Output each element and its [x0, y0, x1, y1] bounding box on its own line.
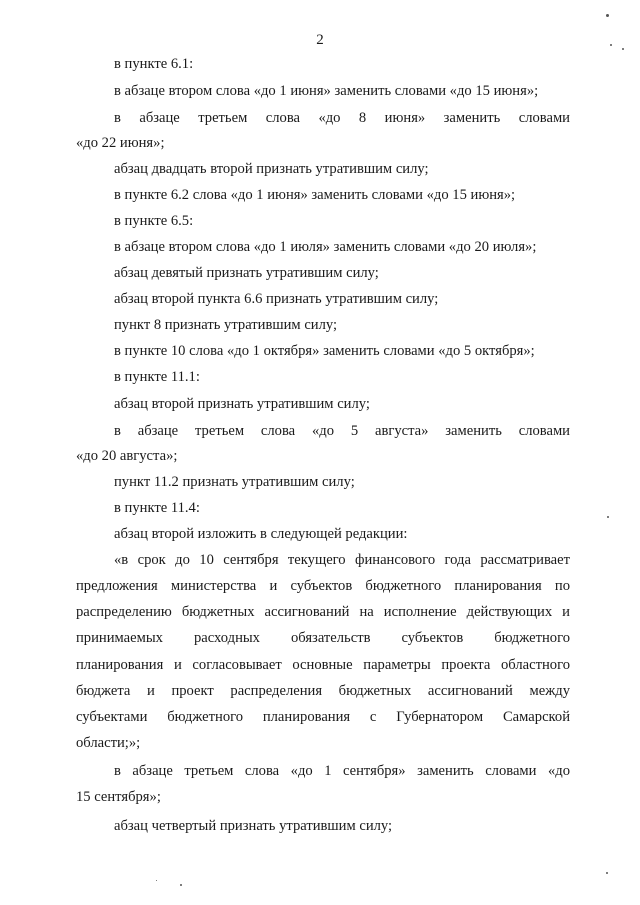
text-line: в абзаце втором слова «до 1 июня» заменить словами «до 15 июня»;	[114, 83, 539, 99]
text-line: в абзаце третьем слова «до 8 июня» заменить словами	[114, 110, 570, 126]
text-line: пункт 8 признать утратившим силу;	[114, 317, 338, 333]
text-line: в пункте 6.1:	[114, 56, 194, 72]
text-line: «в срок до 10 сентября текущего финансового года рассматривает	[114, 552, 570, 568]
text-line: в пункте 11.4:	[114, 500, 200, 516]
scan-speck	[607, 516, 609, 518]
text-line: 15 сентября»;	[76, 789, 161, 805]
text-line: пункт 11.2 признать утратившим силу;	[114, 474, 355, 490]
page-number: 2	[316, 32, 324, 48]
scan-speck	[606, 872, 608, 874]
text-line: абзац второй признать утратившим силу;	[114, 396, 370, 412]
text-line: в абзаце третьем слова «до 1 сентября» заменить словами «до	[114, 763, 570, 779]
text-line: распределению бюджетных ассигнований на исполнение действующих и	[76, 604, 570, 620]
text-line: «до 20 августа»;	[76, 448, 178, 464]
text-line: предложения министерства и субъектов бюджетного планирования по	[76, 578, 570, 594]
text-line: абзац двадцать второй признать утратившим силу;	[114, 161, 429, 177]
scan-speck	[622, 48, 624, 50]
scan-speck	[610, 44, 612, 46]
text-line: в абзаце втором слова «до 1 июля» заменить словами «до 20 июля»;	[114, 239, 537, 255]
scan-speck	[606, 14, 609, 17]
scan-speck	[156, 880, 157, 881]
text-line: абзац второй изложить в следующей редакции:	[114, 526, 408, 542]
text-line: абзац девятый признать утратившим силу;	[114, 265, 379, 281]
text-line: в абзаце третьем слова «до 5 августа» заменить словами	[114, 423, 570, 439]
text-line: субъектами бюджетного планирования с Губернатором Самарской	[76, 709, 570, 725]
text-line: бюджета и проект распределения бюджетных ассигнований между	[76, 683, 570, 699]
text-line: области;»;	[76, 735, 141, 751]
text-line: планирования и согласовывает основные параметры проекта областного	[76, 657, 570, 673]
text-line: в пункте 10 слова «до 1 октября» заменить словами «до 5 октября»;	[114, 343, 535, 359]
text-line: абзац второй пункта 6.6 признать утратившим силу;	[114, 291, 439, 307]
text-line: «до 22 июня»;	[76, 135, 165, 151]
text-line: абзац четвертый признать утратившим силу;	[114, 818, 393, 834]
text-line: принимаемых расходных обязательств субъектов бюджетного	[76, 630, 570, 646]
text-line: в пункте 6.2 слова «до 1 июня» заменить словами «до 15 июня»;	[114, 187, 516, 203]
text-line: в пункте 11.1:	[114, 369, 200, 385]
scan-speck	[180, 884, 182, 886]
text-line: в пункте 6.5:	[114, 213, 194, 229]
